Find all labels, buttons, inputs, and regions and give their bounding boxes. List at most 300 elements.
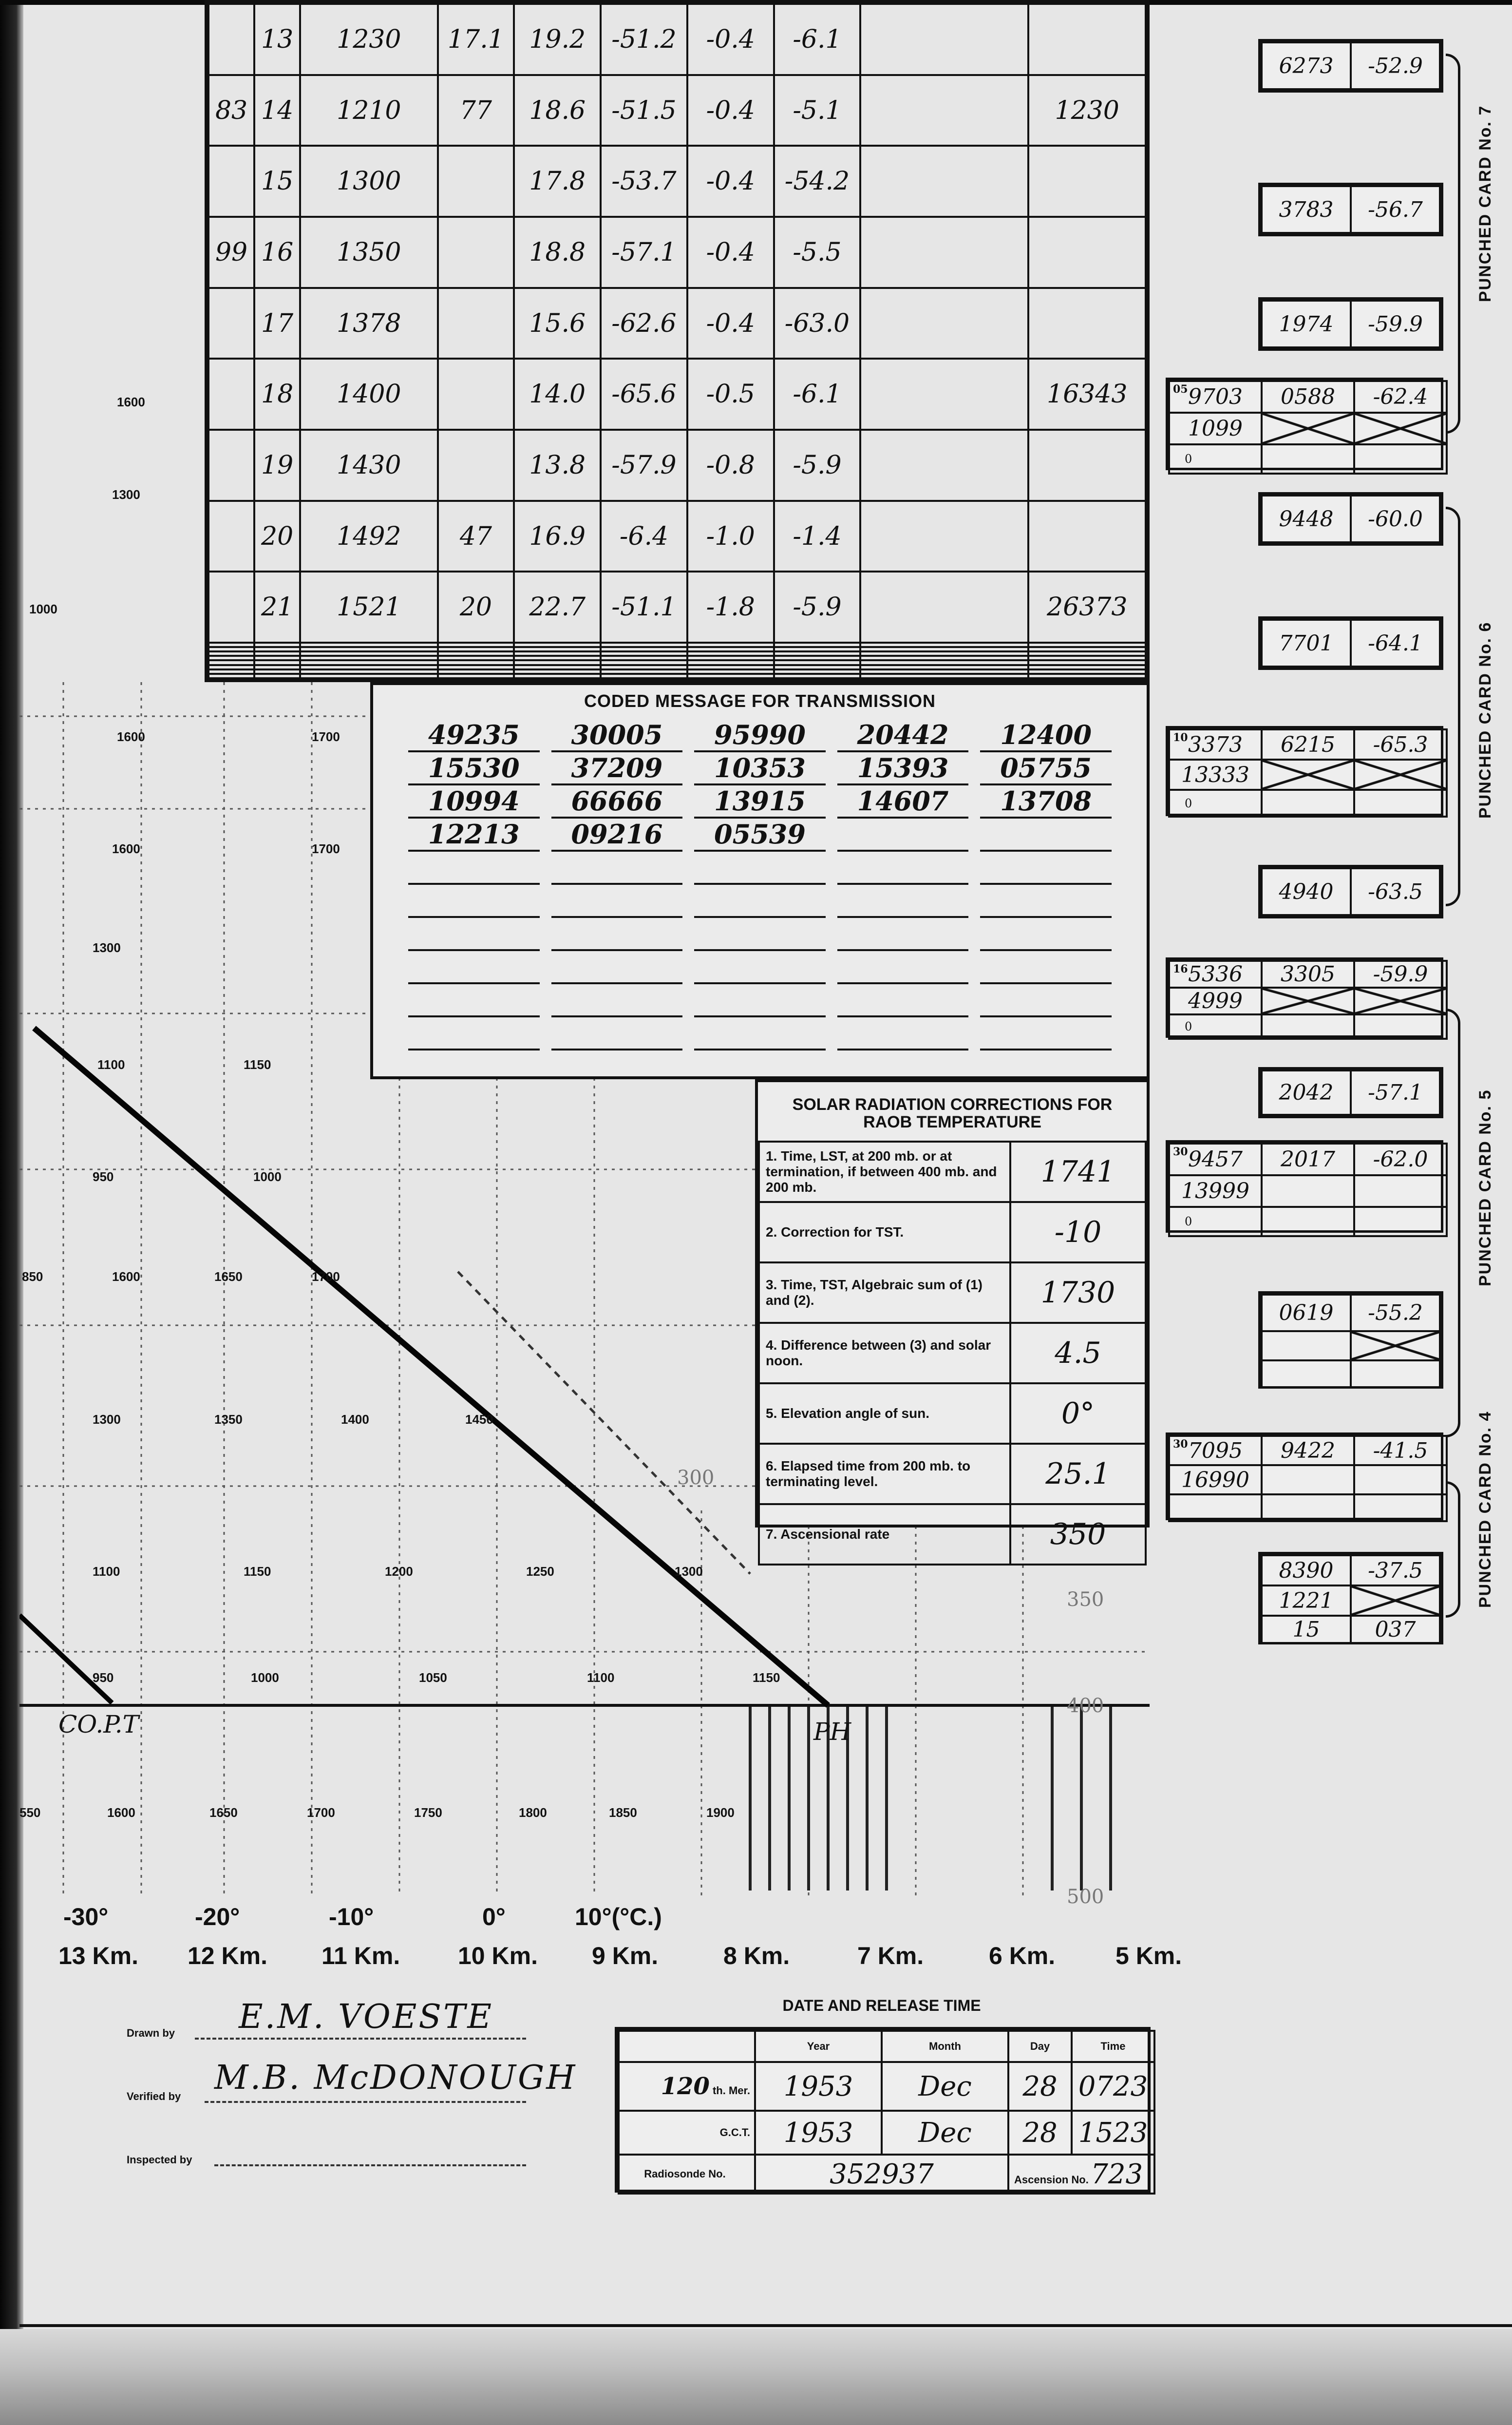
- scale-label: 1600: [112, 1269, 140, 1284]
- table-cell: [1028, 430, 1146, 501]
- table-cell: [514, 651, 601, 656]
- coded-group: [551, 1017, 683, 1050]
- card-cell: 15: [1262, 1616, 1351, 1643]
- pressure-label: 400: [1067, 1695, 1104, 1717]
- km-tick: 8 Km.: [723, 1942, 790, 1969]
- coded-group: [694, 852, 826, 885]
- card-cell: [1262, 444, 1354, 474]
- card-cell: [1354, 1207, 1447, 1236]
- scale-label: 1850: [609, 1805, 637, 1820]
- drawn-by-line: [195, 2038, 526, 2040]
- punched-card-entry: [1258, 183, 1443, 236]
- table-cell: 15: [254, 146, 300, 217]
- brace: [1446, 1481, 1460, 1618]
- coded-group: 10353: [694, 752, 826, 785]
- coded-group: [694, 918, 826, 951]
- coded-group: [837, 819, 969, 852]
- table-cell: 1400: [300, 359, 437, 430]
- card-cross: [1351, 1331, 1440, 1360]
- header-time: Time: [1072, 2031, 1154, 2062]
- table-cell: [208, 643, 254, 647]
- table-cell: 13.8: [514, 430, 601, 501]
- table-row: [208, 643, 1146, 647]
- table-cell: [1028, 217, 1146, 288]
- table-cell: -63.0: [774, 288, 861, 359]
- left-scale-label: 1000: [29, 602, 57, 616]
- table-cell: [300, 660, 437, 665]
- table-cell: [860, 669, 1028, 674]
- dashed-guide: [458, 1272, 750, 1574]
- brace: [1446, 54, 1460, 434]
- coded-message-row: [402, 1017, 1117, 1050]
- km-tick: 9 Km.: [592, 1942, 659, 1969]
- table-cell: -57.1: [601, 217, 687, 288]
- card-cell: 037: [1351, 1616, 1440, 1643]
- lst-time: 0723: [1072, 2062, 1154, 2111]
- table-cell: [601, 674, 687, 678]
- coded-group: [980, 1017, 1112, 1050]
- card-cross: [1354, 988, 1447, 1014]
- table-cell: [254, 651, 300, 656]
- table-cell: [514, 674, 601, 678]
- table-cell: [300, 651, 437, 656]
- solar-item-label: 5. Elevation angle of sun.: [759, 1383, 1010, 1444]
- table-cell: [208, 572, 254, 643]
- table-cell: [208, 501, 254, 572]
- table-row: [208, 669, 1146, 674]
- table-cell: -51.1: [601, 572, 687, 643]
- card-cell: [1262, 1014, 1354, 1039]
- coded-group: [980, 984, 1112, 1017]
- solar-row: [759, 1504, 1146, 1565]
- table-cell: [514, 669, 601, 674]
- table-cell: [1028, 669, 1146, 674]
- card-cell: -55.2: [1351, 1295, 1440, 1331]
- scale-label: 1150: [244, 1564, 271, 1579]
- coded-group: 14607: [837, 785, 969, 819]
- table-cell: 20: [254, 501, 300, 572]
- punched-card-entry: [1258, 297, 1443, 351]
- card-cell: 16990: [1169, 1465, 1262, 1494]
- card-cell: [1262, 1331, 1351, 1360]
- scale-label: 1700: [312, 729, 340, 744]
- table-row: [208, 651, 1146, 656]
- table-cell: -0.4: [687, 146, 774, 217]
- solar-item-value: 1741: [1010, 1142, 1146, 1202]
- header-month: Month: [882, 2031, 1008, 2062]
- coded-group: [837, 885, 969, 918]
- table-cell: 18.6: [514, 75, 601, 146]
- table-cell: [208, 660, 254, 665]
- table-cell: [300, 647, 437, 651]
- table-cell: [254, 669, 300, 674]
- temp-tick: 0°: [482, 1903, 506, 1930]
- table-cell: [1028, 665, 1146, 669]
- coded-group: [837, 852, 969, 885]
- table-cell: [438, 643, 514, 647]
- date-release-table: [615, 2027, 1151, 2193]
- coded-group: 12213: [408, 819, 540, 852]
- solar-row: [759, 1262, 1146, 1323]
- table-cell: [1028, 501, 1146, 572]
- table-cell: [860, 501, 1028, 572]
- scale-label: 1100: [93, 1564, 120, 1579]
- card-cross: [1262, 988, 1354, 1014]
- card-cell: 13999: [1169, 1175, 1262, 1207]
- coded-group: [551, 951, 683, 984]
- coded-group: [837, 1017, 969, 1050]
- coded-group: [408, 885, 540, 918]
- card-cell: 3305: [1262, 961, 1354, 988]
- table-cell: [1028, 4, 1146, 75]
- table-cell: [438, 665, 514, 669]
- table-cell: [254, 674, 300, 678]
- table-cell: [514, 647, 601, 651]
- table-cell: 15.6: [514, 288, 601, 359]
- coded-group: [551, 918, 683, 951]
- scale-label: 1250: [526, 1564, 554, 1579]
- table-cell: 19.2: [514, 4, 601, 75]
- card-cell: [1354, 790, 1447, 817]
- table-cell: 1492: [300, 501, 437, 572]
- solar-item-value: 25.1: [1010, 1444, 1146, 1504]
- scale-label: 1050: [419, 1670, 447, 1685]
- brace: [1446, 507, 1460, 906]
- table-cell: [438, 660, 514, 665]
- solar-item-label: 2. Correction for TST.: [759, 1202, 1010, 1262]
- table-cell: [687, 669, 774, 674]
- inspected-by-label: Inspected by: [127, 2154, 192, 2166]
- card-cell: -57.1: [1351, 1070, 1440, 1115]
- table-cell: [601, 643, 687, 647]
- scale-label: 1600: [107, 1805, 135, 1820]
- table-cell: 1350: [300, 217, 437, 288]
- card-cross: [1262, 413, 1354, 444]
- pressure-label: 300: [677, 1467, 715, 1489]
- punched-card-block: [1166, 378, 1443, 470]
- scale-label: 1200: [385, 1564, 413, 1579]
- table-cell: [1028, 288, 1146, 359]
- scale-label: 950: [93, 1670, 114, 1685]
- coded-message-row: [402, 719, 1117, 752]
- card-cell: [1262, 1360, 1351, 1387]
- table-cell: [601, 669, 687, 674]
- scale-label: 1650: [209, 1805, 238, 1820]
- table-cell: [208, 146, 254, 217]
- solar-radiation-title: [758, 1096, 1147, 1131]
- table-cell: 47: [438, 501, 514, 572]
- table-cell: [438, 430, 514, 501]
- table-cell: [774, 674, 861, 678]
- table-cell: 83: [208, 75, 254, 146]
- scale-label: 1700: [307, 1805, 335, 1820]
- table-cell: [687, 651, 774, 656]
- coded-group: [408, 852, 540, 885]
- card-cell: [1262, 1494, 1354, 1521]
- km-tick: 11 Km.: [321, 1942, 400, 1969]
- table-cell: [774, 669, 861, 674]
- table-cell: [208, 288, 254, 359]
- card-cell: [1354, 1014, 1447, 1039]
- table-cell: 21: [254, 572, 300, 643]
- scale-label: 950: [93, 1169, 114, 1184]
- date-release-title: DATE AND RELEASE TIME: [782, 1997, 981, 2014]
- solar-item-value: 0°: [1010, 1383, 1146, 1444]
- header-day: Day: [1008, 2031, 1072, 2062]
- table-cell: 14.0: [514, 359, 601, 430]
- verified-by-value: M.B. McDONOUGH: [214, 2059, 577, 2097]
- solar-radiation-table: [758, 1141, 1147, 1566]
- scale-label: 1350: [214, 1412, 243, 1427]
- solar-title-line2: RAOB TEMPERATURE: [863, 1113, 1041, 1131]
- punched-card-entry: [1258, 1552, 1443, 1644]
- table-row: [208, 4, 1146, 75]
- table-row: [208, 647, 1146, 651]
- card-cross: [1262, 760, 1354, 790]
- verified-by-line: [205, 2101, 526, 2103]
- card-cell: 13333: [1169, 760, 1262, 790]
- card-cell: [1169, 1494, 1262, 1521]
- card-cell: 0588: [1262, 381, 1354, 413]
- coded-message-row: [402, 752, 1117, 785]
- table-cell: -1.4: [774, 501, 861, 572]
- table-cell: [860, 430, 1028, 501]
- scale-label: 1000: [251, 1670, 279, 1685]
- inspected-by-line: [214, 2164, 526, 2166]
- table-cell: [1028, 674, 1146, 678]
- solar-row: [759, 1383, 1146, 1444]
- table-cell: 18: [254, 359, 300, 430]
- table-cell: [208, 669, 254, 674]
- coded-group: [980, 819, 1112, 852]
- solar-title-line1: SOLAR RADIATION CORRECTIONS FOR: [792, 1095, 1113, 1114]
- km-tick: 5 Km.: [1115, 1942, 1182, 1969]
- table-cell: [860, 647, 1028, 651]
- punched-card-entry: [1258, 39, 1443, 93]
- sounding-data-grid: [208, 3, 1147, 679]
- card-cell: 10 3373: [1169, 729, 1262, 760]
- card-cell: [1351, 1360, 1440, 1387]
- table-cell: [774, 651, 861, 656]
- card-cell: [1262, 1465, 1354, 1494]
- coded-group: 37209: [551, 752, 683, 785]
- punched-card-block: [1166, 726, 1443, 816]
- scale-label: 1400: [341, 1412, 369, 1427]
- coded-group: [408, 1017, 540, 1050]
- card-cell: 16 5336: [1169, 961, 1262, 988]
- left-scale-label: 1600: [117, 395, 145, 409]
- card-cell: [1354, 444, 1447, 474]
- coded-group: 95990: [694, 719, 826, 752]
- solar-item-label: 1. Time, LST, at 200 mb. or at termination, if between 400 mb. and 200 mb.: [759, 1142, 1010, 1202]
- table-row: [208, 665, 1146, 669]
- scale-label: 1150: [244, 1057, 271, 1072]
- table-row: [208, 217, 1146, 288]
- card-cell: 2017: [1262, 1144, 1354, 1175]
- card-cell: [1262, 1207, 1354, 1236]
- table-cell: [438, 656, 514, 660]
- punched-card-label: PUNCHED CARD No. 5: [1476, 1089, 1494, 1286]
- solar-row: [759, 1202, 1146, 1262]
- ascension-cell: [1008, 2155, 1154, 2194]
- table-cell: [774, 656, 861, 660]
- table-cell: [438, 651, 514, 656]
- table-row: [208, 656, 1146, 660]
- table-cell: -62.6: [601, 288, 687, 359]
- table-cell: [438, 217, 514, 288]
- coded-group: 05539: [694, 819, 826, 852]
- card-cell: 6273: [1262, 42, 1351, 89]
- table-cell: 18.8: [514, 217, 601, 288]
- gct-month: Dec: [882, 2111, 1008, 2155]
- scale-label: 1600: [117, 729, 145, 744]
- gct-time: 1523: [1072, 2111, 1154, 2155]
- scale-label: 1100: [587, 1670, 615, 1685]
- coded-message-rows: [402, 719, 1117, 1050]
- solar-item-label: 7. Ascensional rate: [759, 1504, 1010, 1565]
- table-cell: [1028, 647, 1146, 651]
- card-cell: 30 9457: [1169, 1144, 1262, 1175]
- table-cell: -0.4: [687, 288, 774, 359]
- table-cell: [438, 647, 514, 651]
- left-scale-label: 1300: [112, 487, 140, 502]
- table-cell: 1230: [300, 4, 437, 75]
- solar-item-label: 6. Elapsed time from 200 mb. to terminating level.: [759, 1444, 1010, 1504]
- lst-month: Dec: [882, 2062, 1008, 2111]
- temp-tick: -20°: [195, 1903, 240, 1930]
- card-cell: 0: [1169, 1207, 1262, 1236]
- table-cell: [860, 4, 1028, 75]
- table-row: [208, 359, 1146, 430]
- table-cell: [208, 651, 254, 656]
- table-cell: [687, 643, 774, 647]
- table-cell: [860, 359, 1028, 430]
- punched-card-entry: [1258, 492, 1443, 546]
- solar-item-label: 3. Time, TST, Algebraic sum of (1) and (2).: [759, 1262, 1010, 1323]
- card-cell: 0: [1169, 1014, 1262, 1039]
- solar-item-value: -10: [1010, 1202, 1146, 1262]
- table-cell: [860, 572, 1028, 643]
- table-cell: 17.8: [514, 146, 601, 217]
- header-cell: [619, 2031, 755, 2062]
- coded-group: 20442: [837, 719, 969, 752]
- scale-label: 1450: [465, 1412, 493, 1427]
- table-cell: -65.6: [601, 359, 687, 430]
- coded-message-row: [402, 918, 1117, 951]
- ascension-value: 723: [1091, 2158, 1143, 2190]
- header-year: Year: [755, 2031, 882, 2062]
- table-cell: [687, 656, 774, 660]
- card-cross: [1354, 413, 1447, 444]
- drawn-by-value: E.M. VOESTE: [239, 1998, 493, 2036]
- table-cell: 17: [254, 288, 300, 359]
- coded-message-row: [402, 852, 1117, 885]
- table-cell: [774, 643, 861, 647]
- table-cell: [208, 647, 254, 651]
- scale-label: 850: [22, 1269, 43, 1284]
- table-cell: [860, 217, 1028, 288]
- card-cell: 0: [1169, 444, 1262, 474]
- punched-card-block: [1166, 1432, 1443, 1520]
- table-cell: [601, 647, 687, 651]
- punched-card-label: PUNCHED CARD No. 6: [1476, 621, 1494, 819]
- table-cell: [1028, 651, 1146, 656]
- coded-group: 09216: [551, 819, 683, 852]
- table-row: [208, 660, 1146, 665]
- table-cell: [601, 651, 687, 656]
- meridian-label: [619, 2062, 755, 2111]
- table-cell: [860, 643, 1028, 647]
- table-cell: [860, 674, 1028, 678]
- sounding-curve-aux: [19, 1615, 112, 1703]
- table-cell: -1.8: [687, 572, 774, 643]
- table-cell: [860, 288, 1028, 359]
- table-row: [208, 572, 1146, 643]
- altitude-axis: [58, 1942, 1228, 1971]
- table-cell: [1028, 660, 1146, 665]
- card-cross: [1351, 1585, 1440, 1616]
- table-cell: -5.1: [774, 75, 861, 146]
- coded-group: [694, 885, 826, 918]
- table-cell: -53.7: [601, 146, 687, 217]
- card-cell: 4999: [1169, 988, 1262, 1014]
- card-cell: -65.3: [1354, 729, 1447, 760]
- table-cell: [514, 656, 601, 660]
- table-cell: [300, 669, 437, 674]
- table-cell: 19: [254, 430, 300, 501]
- table-cell: 99: [208, 217, 254, 288]
- table-cell: [860, 651, 1028, 656]
- card-cell: [1354, 1175, 1447, 1207]
- table-cell: [208, 430, 254, 501]
- table-cell: -51.5: [601, 75, 687, 146]
- card-cell: 1974: [1262, 301, 1351, 347]
- table-cell: [254, 643, 300, 647]
- coded-group: [551, 885, 683, 918]
- scale-label: 1300: [675, 1564, 703, 1579]
- coded-group: [837, 918, 969, 951]
- brace: [1446, 1009, 1460, 1437]
- table-cell: [438, 146, 514, 217]
- table-cell: [860, 656, 1028, 660]
- table-cell: 1300: [300, 146, 437, 217]
- table-cell: [208, 656, 254, 660]
- coded-message-row: [402, 885, 1117, 918]
- punched-card-entry: [1258, 865, 1443, 918]
- scale-label: 1600: [112, 841, 140, 856]
- coded-message-box: [370, 682, 1150, 1079]
- solar-row: [759, 1444, 1146, 1504]
- scan-edge-bottom: [0, 2329, 1512, 2425]
- table-row: [208, 146, 1146, 217]
- coded-group: 15393: [837, 752, 969, 785]
- coded-group: [980, 852, 1112, 885]
- table-row: [208, 430, 1146, 501]
- punched-card-block: [1166, 1140, 1443, 1233]
- table-cell: [254, 665, 300, 669]
- coded-group: 66666: [551, 785, 683, 819]
- coded-group: [694, 984, 826, 1017]
- coded-group: 13915: [694, 785, 826, 819]
- table-cell: 1521: [300, 572, 437, 643]
- table-cell: [438, 288, 514, 359]
- table-cell: -57.9: [601, 430, 687, 501]
- temp-tick: -10°: [329, 1903, 374, 1930]
- table-cell: [300, 643, 437, 647]
- coded-group: [694, 951, 826, 984]
- gct-day: 28: [1008, 2111, 1072, 2155]
- solar-item-label: 4. Difference between (3) and solar noon.: [759, 1323, 1010, 1383]
